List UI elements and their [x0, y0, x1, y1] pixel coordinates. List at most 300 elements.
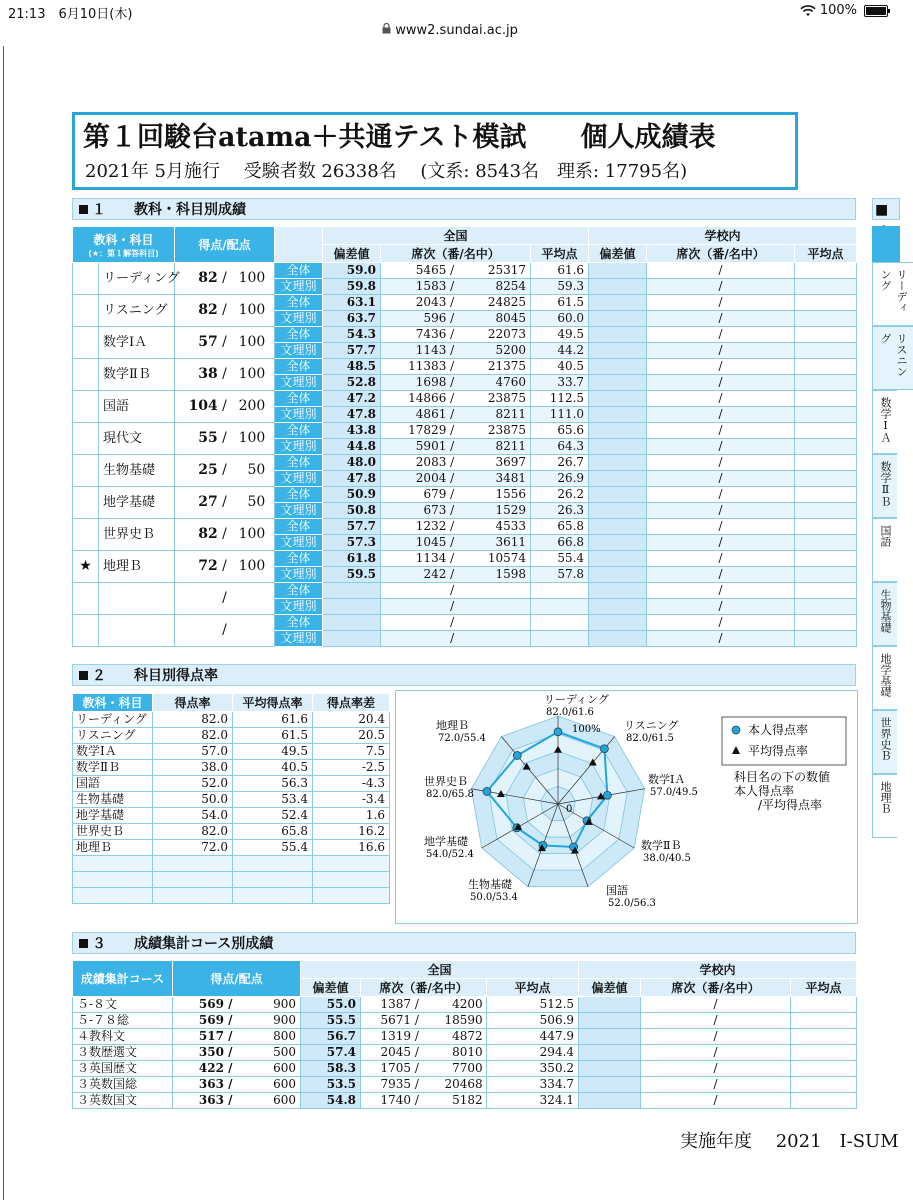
score-rate — [153, 856, 233, 872]
school-rank: / — [647, 295, 795, 311]
national-rank: 14866 / 23875 — [381, 391, 531, 407]
school-deviation — [589, 359, 647, 375]
self-rate-point — [603, 791, 611, 799]
course-rank: 1387 / 4200 — [361, 997, 487, 1013]
subject-score: 82 / 100 — [175, 295, 275, 327]
radar-note: /平均得点率 — [758, 798, 823, 812]
section4-header — [872, 226, 900, 262]
course-school-deviation — [579, 1061, 641, 1077]
score-rate: 82.0 — [153, 824, 233, 840]
kind-label: 文理別 — [275, 311, 323, 327]
self-rate-point — [554, 728, 562, 736]
national-average — [531, 583, 589, 599]
school-rank: / — [647, 263, 795, 279]
course-score: 422 / — [173, 1061, 237, 1077]
course-name: ３数歴選文 — [73, 1045, 173, 1061]
rate-subject: 国語 — [73, 776, 153, 792]
page-edge — [3, 46, 4, 1200]
national-rank: 1698 / 4760 — [381, 375, 531, 391]
national-average: 26.3 — [531, 503, 589, 519]
section3-heading: ３ 成績集計コース別成績 — [72, 932, 856, 954]
rate-subject: 地理Ｂ — [73, 840, 153, 856]
national-average: 61.6 — [531, 263, 589, 279]
course-max: 900 — [237, 1013, 301, 1029]
school-deviation — [589, 263, 647, 279]
rate-difference: 20.4 — [313, 712, 390, 728]
course-school-deviation — [579, 1013, 641, 1029]
section4-subject: 数学ⅡＢ — [872, 454, 897, 518]
school-rank: / — [647, 407, 795, 423]
national-average: 55.4 — [531, 551, 589, 567]
rate-difference — [313, 888, 390, 904]
rate-difference: -2.5 — [313, 760, 390, 776]
national-deviation: 48.0 — [323, 455, 381, 471]
national-rank: 2083 / 3697 — [381, 455, 531, 471]
kind-label: 全体 — [275, 391, 323, 407]
national-rank: 1134 / 10574 — [381, 551, 531, 567]
self-rate-point — [483, 787, 491, 795]
course-school-average — [791, 1061, 857, 1077]
average-rate: 61.5 — [233, 728, 313, 744]
self-rate-point — [600, 745, 608, 753]
rate-row — [73, 824, 390, 840]
subject-row — [73, 263, 857, 279]
average-rate: 65.8 — [233, 824, 313, 840]
school-rank: / — [647, 327, 795, 343]
school-average — [795, 615, 857, 631]
national-rank: 596 / 8045 — [381, 311, 531, 327]
rate-subject: リスニング — [73, 728, 153, 744]
course-rank: 1705 / 7700 — [361, 1061, 487, 1077]
national-rank: 1045 / 3611 — [381, 535, 531, 551]
school-deviation — [589, 615, 647, 631]
rate-row — [73, 808, 390, 824]
average-rate: 49.5 — [233, 744, 313, 760]
radar-chart-panel — [395, 690, 858, 924]
national-rank: 1232 / 4533 — [381, 519, 531, 535]
course-average: 324.1 — [487, 1093, 579, 1109]
course-score: 569 / — [173, 1013, 237, 1029]
national-header: 全国 — [323, 227, 589, 245]
school-deviation — [589, 535, 647, 551]
kind-label: 文理別 — [275, 535, 323, 551]
average-rate: 53.4 — [233, 792, 313, 808]
legend-self-marker — [732, 726, 740, 734]
subject-score: / — [175, 583, 275, 615]
self-rate-point — [513, 751, 521, 759]
school-rank: / — [647, 359, 795, 375]
subject-score: 55 / 100 — [175, 423, 275, 455]
radar-axis-max-label: 100% — [572, 724, 601, 735]
subject-name: リーディング — [99, 263, 175, 295]
course-max: 500 — [237, 1045, 301, 1061]
report-title: 第１回駿台atama＋共通テスト模試 個人成績表 — [83, 122, 716, 153]
subject-row — [73, 327, 857, 343]
rate-subject-header: 教科・科目 — [73, 694, 153, 712]
national-deviation: 52.8 — [323, 375, 381, 391]
school-rank: / — [647, 551, 795, 567]
school-rank: / — [647, 343, 795, 359]
subject-score: 25 / 50 — [175, 455, 275, 487]
school-average — [795, 439, 857, 455]
school-average — [795, 391, 857, 407]
url-text: www2.sundai.ac.jp — [395, 23, 518, 38]
school-average — [795, 551, 857, 567]
school-rank: / — [647, 583, 795, 599]
course-max: 600 — [237, 1077, 301, 1093]
radar-category-label: 数学ⅡＢ — [641, 839, 682, 852]
school-average — [795, 599, 857, 615]
national-rank: / — [381, 583, 531, 599]
school-average — [795, 311, 857, 327]
course-school-rank: / — [641, 1077, 791, 1093]
score-rate: 82.0 — [153, 712, 233, 728]
average-rate: 56.3 — [233, 776, 313, 792]
course-score: 350 / — [173, 1045, 237, 1061]
rank-header: 席次（番/名中） — [381, 245, 531, 263]
school-rank: / — [647, 567, 795, 583]
section2-heading: ２ 科目別得点率 — [72, 664, 856, 686]
course-name: ３英数国文 — [73, 1093, 173, 1109]
kind-label: 全体 — [275, 327, 323, 343]
school-rank: / — [647, 615, 795, 631]
national-rank: 4861 / 8211 — [381, 407, 531, 423]
national-average: 60.0 — [531, 311, 589, 327]
status-bar — [0, 0, 900, 46]
subject-name: 国語 — [99, 391, 175, 423]
course-score-header: 得点/配点 — [173, 961, 301, 997]
school-deviation — [589, 519, 647, 535]
school-average — [795, 471, 857, 487]
course-school-average — [791, 1093, 857, 1109]
school-rank: / — [647, 471, 795, 487]
course-rank: 1740 / 5182 — [361, 1093, 487, 1109]
first-subject-star — [73, 423, 99, 455]
legend-average-label: 平均得点率 — [748, 744, 809, 758]
school-average — [795, 407, 857, 423]
school-dev-header: 偏差値 — [589, 245, 647, 263]
first-subject-star — [73, 391, 99, 423]
score-header: 得点/配点 — [175, 227, 275, 263]
section4-subject: 国語 — [872, 518, 897, 582]
radar-note: 科目名の下の数値 — [734, 770, 831, 784]
national-deviation: 61.8 — [323, 551, 381, 567]
kind-label: 文理別 — [275, 439, 323, 455]
subject-name: 数学ⅡＢ — [99, 359, 175, 391]
radar-category-value: 50.0/53.4 — [470, 892, 518, 903]
first-subject-star — [73, 615, 99, 647]
url-bar[interactable] — [0, 23, 900, 38]
course-school-header: 学校内 — [579, 961, 857, 979]
course-school-rank-header: 席次（番/名中） — [641, 979, 791, 997]
course-score: 363 / — [173, 1093, 237, 1109]
course-school-average — [791, 1013, 857, 1029]
national-deviation: 50.9 — [323, 487, 381, 503]
course-score: 517 / — [173, 1029, 237, 1045]
first-subject-star — [73, 295, 99, 327]
course-avg-header: 平均点 — [487, 979, 579, 997]
average-rate: 61.6 — [233, 712, 313, 728]
rate-difference: 7.5 — [313, 744, 390, 760]
course-average: 334.7 — [487, 1077, 579, 1093]
school-deviation — [589, 567, 647, 583]
section4-subject: 地理Ｂ — [872, 774, 897, 838]
rate-subject — [73, 888, 153, 904]
school-header: 学校内 — [589, 227, 857, 245]
national-rank: 7436 / 22073 — [381, 327, 531, 343]
subject-name: 地学基礎 — [99, 487, 175, 519]
section4-subject: 生物基礎 — [872, 582, 897, 646]
lock-icon — [382, 23, 391, 34]
average-rate — [233, 856, 313, 872]
radar-category-label: リーディング — [544, 693, 609, 706]
school-deviation — [589, 343, 647, 359]
school-deviation — [589, 375, 647, 391]
national-deviation: 57.3 — [323, 535, 381, 551]
national-average: 111.0 — [531, 407, 589, 423]
rate-subject: 数学ⅠＡ — [73, 744, 153, 760]
radar-category-value: 54.0/52.4 — [426, 849, 474, 860]
subject-score: 57 / 100 — [175, 327, 275, 359]
subject-row — [73, 391, 857, 407]
kind-label: 文理別 — [275, 471, 323, 487]
subject-score: 82 / 100 — [175, 519, 275, 551]
national-rank: 673 / 1529 — [381, 503, 531, 519]
national-rank: 5901 / 8211 — [381, 439, 531, 455]
rate-subject: 地学基礎 — [73, 808, 153, 824]
kind-label: 全体 — [275, 455, 323, 471]
national-average: 57.8 — [531, 567, 589, 583]
school-average — [795, 567, 857, 583]
national-average: 44.2 — [531, 343, 589, 359]
school-average — [795, 279, 857, 295]
score-rate: 54.0 — [153, 808, 233, 824]
kind-header — [275, 227, 323, 263]
subject-row — [73, 583, 857, 599]
national-deviation: 47.8 — [323, 407, 381, 423]
average-rate — [233, 888, 313, 904]
course-school-avg-header: 平均点 — [791, 979, 857, 997]
school-deviation — [589, 503, 647, 519]
section4-heading: ■ — [872, 198, 900, 220]
course-score-table — [72, 960, 857, 1109]
report-subtitle: 2021年 5月施行 受験者数 26338名 (文系: 8543名 理系: 17795名) — [85, 161, 688, 182]
school-rank: / — [647, 599, 795, 615]
average-rate: 52.4 — [233, 808, 313, 824]
subject-row — [73, 295, 857, 311]
rate-row — [73, 792, 390, 808]
course-average: 512.5 — [487, 997, 579, 1013]
national-rank: 5465 / 25317 — [381, 263, 531, 279]
national-average: 65.8 — [531, 519, 589, 535]
radar-category-value: 57.0/49.5 — [650, 787, 698, 798]
subject-score: 38 / 100 — [175, 359, 275, 391]
kind-label: 文理別 — [275, 631, 323, 647]
footer-text: 実施年度 2021 I-SUM — [680, 1131, 899, 1152]
national-average: 26.2 — [531, 487, 589, 503]
course-deviation: 55.0 — [301, 997, 361, 1013]
first-subject-star: ★ — [73, 551, 99, 583]
school-deviation — [589, 583, 647, 599]
national-average — [531, 615, 589, 631]
course-deviation: 53.5 — [301, 1077, 361, 1093]
course-max: 600 — [237, 1093, 301, 1109]
course-deviation: 58.3 — [301, 1061, 361, 1077]
course-average: 294.4 — [487, 1045, 579, 1061]
course-average: 350.2 — [487, 1061, 579, 1077]
school-average — [795, 327, 857, 343]
rate-row — [73, 728, 390, 744]
kind-label: 文理別 — [275, 279, 323, 295]
rate-row — [73, 856, 390, 872]
national-deviation: 50.8 — [323, 503, 381, 519]
section4-subject: 世界史Ｂ — [872, 710, 897, 774]
school-rank: / — [647, 535, 795, 551]
rate-difference — [313, 856, 390, 872]
rate-row — [73, 744, 390, 760]
section4-partial — [872, 198, 908, 904]
score-rate: 57.0 — [153, 744, 233, 760]
school-average — [795, 375, 857, 391]
kind-label: 文理別 — [275, 407, 323, 423]
national-average: 112.5 — [531, 391, 589, 407]
school-avg-header: 平均点 — [795, 245, 857, 263]
score-rate: 52.0 — [153, 776, 233, 792]
kind-label: 全体 — [275, 551, 323, 567]
status-time: 21:13 6月10日(木) — [8, 7, 133, 22]
course-school-rank: / — [641, 1029, 791, 1045]
school-average — [795, 455, 857, 471]
kind-label: 全体 — [275, 615, 323, 631]
national-rank: 1583 / 8254 — [381, 279, 531, 295]
course-max: 600 — [237, 1061, 301, 1077]
radar-axis-zero-label: 0 — [566, 804, 573, 815]
dev-header: 偏差値 — [323, 245, 381, 263]
kind-label: 全体 — [275, 583, 323, 599]
course-rank: 1319 / 4872 — [361, 1029, 487, 1045]
course-deviation: 54.8 — [301, 1093, 361, 1109]
kind-label: 文理別 — [275, 343, 323, 359]
score-rate — [153, 888, 233, 904]
course-row — [73, 1093, 857, 1109]
national-average: 40.5 — [531, 359, 589, 375]
school-deviation — [589, 471, 647, 487]
national-rank: 1143 / 5200 — [381, 343, 531, 359]
course-rank: 5671 / 18590 — [361, 1013, 487, 1029]
course-school-deviation — [579, 1093, 641, 1109]
course-national-header: 全国 — [301, 961, 579, 979]
national-rank: / — [381, 615, 531, 631]
course-row — [73, 1029, 857, 1045]
school-rank: / — [647, 279, 795, 295]
subject-name: 地理Ｂ — [99, 551, 175, 583]
score-rate: 72.0 — [153, 840, 233, 856]
school-average — [795, 503, 857, 519]
course-name: ５-７８総 — [73, 1013, 173, 1029]
national-deviation: 44.8 — [323, 439, 381, 455]
radar-category-value: 52.0/56.3 — [608, 898, 656, 909]
national-deviation — [323, 599, 381, 615]
section4-subject: リーディング — [872, 262, 913, 326]
radar-category-label: 世界史Ｂ — [424, 775, 468, 788]
school-rank: / — [647, 391, 795, 407]
subject-name: リスニング — [99, 295, 175, 327]
course-deviation: 55.5 — [301, 1013, 361, 1029]
school-deviation — [589, 279, 647, 295]
course-school-average — [791, 1077, 857, 1093]
rate-row — [73, 712, 390, 728]
course-school-rank: / — [641, 1013, 791, 1029]
national-average: 26.9 — [531, 471, 589, 487]
rate-difference: -3.4 — [313, 792, 390, 808]
national-deviation: 43.8 — [323, 423, 381, 439]
section4-subject: 地学基礎 — [872, 646, 897, 710]
rate-difference — [313, 872, 390, 888]
national-rank: 242 / 1598 — [381, 567, 531, 583]
subject-score: 104 / 200 — [175, 391, 275, 423]
report-title-box — [72, 112, 798, 190]
national-deviation — [323, 583, 381, 599]
avg-rate-header: 平均得点率 — [233, 694, 313, 712]
national-average: 61.5 — [531, 295, 589, 311]
subject-name: 数学ⅠＡ — [99, 327, 175, 359]
national-deviation: 59.0 — [323, 263, 381, 279]
national-deviation: 57.7 — [323, 519, 381, 535]
radar-category-label: 国語 — [606, 884, 628, 897]
first-subject-star — [73, 263, 99, 295]
rate-subject: 数学ⅡＢ — [73, 760, 153, 776]
course-score: 363 / — [173, 1077, 237, 1093]
first-subject-star — [73, 455, 99, 487]
subject-row — [73, 519, 857, 535]
national-rank: / — [381, 631, 531, 647]
national-deviation — [323, 631, 381, 647]
rate-row — [73, 776, 390, 792]
first-subject-star — [73, 359, 99, 391]
school-rank: / — [647, 503, 795, 519]
national-deviation: 48.5 — [323, 359, 381, 375]
subject-score: 27 / 50 — [175, 487, 275, 519]
school-average — [795, 487, 857, 503]
radar-category-label: 数学ⅠＡ — [648, 773, 686, 786]
school-deviation — [589, 455, 647, 471]
school-average — [795, 631, 857, 647]
subject-row — [73, 423, 857, 439]
school-rank: / — [647, 487, 795, 503]
radar-category-value: 72.0/55.4 — [438, 733, 486, 744]
national-average: 59.3 — [531, 279, 589, 295]
course-deviation: 56.7 — [301, 1029, 361, 1045]
avg-header: 平均点 — [531, 245, 589, 263]
section1-heading: １ 教科・科目別成績 — [72, 198, 856, 220]
rate-header: 得点率 — [153, 694, 233, 712]
first-subject-star — [73, 519, 99, 551]
course-school-rank: / — [641, 1061, 791, 1077]
school-deviation — [589, 391, 647, 407]
radar-note: 本人得点率 — [734, 784, 795, 798]
school-deviation — [589, 423, 647, 439]
school-rank: / — [647, 439, 795, 455]
subject-row — [73, 487, 857, 503]
rate-row — [73, 888, 390, 904]
legend-self-label: 本人得点率 — [748, 723, 809, 737]
course-rank: 7935 / 20468 — [361, 1077, 487, 1093]
national-average: 66.8 — [531, 535, 589, 551]
course-dev-header: 偏差値 — [301, 979, 361, 997]
kind-label: 文理別 — [275, 567, 323, 583]
school-deviation — [589, 487, 647, 503]
kind-label: 全体 — [275, 519, 323, 535]
